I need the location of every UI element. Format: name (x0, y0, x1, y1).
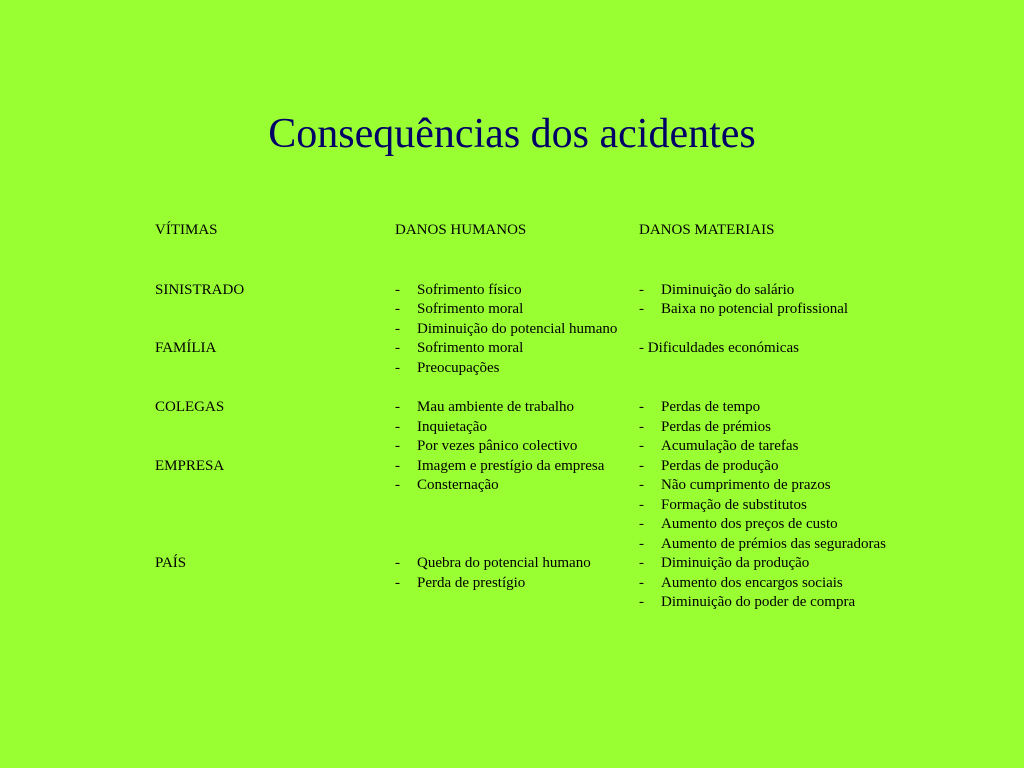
row-spacer (155, 378, 895, 398)
bullet-dash: - (639, 418, 644, 435)
list-item: - Sofrimento moral (395, 339, 639, 359)
list-item: - Diminuição do poder de compra (639, 593, 895, 613)
victim-label: PAÍS (155, 555, 187, 571)
bullet-dash: - (639, 516, 644, 532)
list-item: - Formação de substitutos (639, 496, 895, 516)
bullet-dash: - (639, 555, 644, 571)
bullet-dash: - (395, 320, 400, 337)
table-row (155, 457, 895, 555)
list-item: - Mau ambiente de trabalho (395, 398, 639, 418)
list-item: - Preocupações (395, 359, 639, 379)
list-item: - Aumento dos preços de custo (639, 515, 895, 535)
human-damage-list (395, 398, 639, 457)
bullet-dash: - (395, 438, 400, 454)
bullet-dash: - (639, 477, 644, 493)
list-item: - Imagem e prestígio da empresa (395, 457, 639, 477)
list-item: - Perda de prestígio (395, 574, 639, 594)
slide-title: Consequências dos acidentes (268, 111, 756, 157)
bullet-dash: - (395, 281, 400, 298)
victim-label: SINISTRADO (155, 281, 245, 298)
list-item: - Perdas de prémios (639, 418, 895, 438)
list-item: - Aumento dos encargos sociais (639, 574, 895, 594)
bullet-dash: - (639, 399, 644, 415)
material-damage-list (639, 457, 895, 555)
table-row (155, 398, 895, 457)
material-damage-list (639, 281, 895, 320)
human-damage-list (395, 281, 639, 340)
bullet-dash: - (639, 594, 644, 610)
list-item: - Perdas de tempo (639, 398, 895, 418)
bullet-dash: - (395, 555, 400, 571)
header-danos-humanos: DANOS HUMANOS (395, 222, 527, 238)
bullet-dash: - (639, 496, 644, 513)
list-item: - Diminuição da produção (639, 554, 895, 574)
list-item: - Acumulação de tarefas (639, 437, 895, 457)
list-item: - Diminuição do potencial humano (395, 320, 639, 340)
list-item: - Baixa no potencial profissional (639, 300, 895, 320)
bullet-dash: - (395, 301, 400, 317)
material-damage-list (639, 398, 895, 457)
bullet-dash: - (395, 574, 400, 591)
list-item: - Aumento de prémios das seguradoras (639, 535, 895, 555)
material-damage-text: - Dificuldades económicas (639, 340, 799, 356)
list-item: - Inquietação (395, 418, 639, 438)
bullet-dash: - (639, 438, 644, 454)
bullet-dash: - (395, 340, 400, 356)
list-item: - Quebra do potencial humano (395, 554, 639, 574)
victim-label: EMPRESA (155, 457, 225, 474)
human-damage-list (395, 457, 639, 496)
bullet-dash: - (639, 457, 644, 474)
table-row (155, 554, 895, 613)
bullet-dash: - (395, 359, 400, 376)
header-danos-materiais: DANOS MATERIAIS (639, 222, 775, 238)
material-damage-list (639, 554, 895, 613)
victim-label: FAMÍLIA (155, 340, 217, 356)
table-row (155, 339, 895, 378)
bullet-dash: - (395, 477, 400, 493)
list-item: - Por vezes pânico colectivo (395, 437, 639, 457)
bullet-dash: - (395, 399, 400, 415)
victim-label: COLEGAS (155, 399, 225, 415)
list-item: - Perdas de produção (639, 457, 895, 477)
table-header-row (155, 221, 895, 241)
list-item: - Não cumprimento de prazos (639, 476, 895, 496)
human-damage-list (395, 339, 639, 378)
consequences-table (155, 221, 895, 613)
list-item: - Sofrimento moral (395, 300, 639, 320)
bullet-dash: - (395, 457, 400, 474)
list-item: - Consternação (395, 476, 639, 496)
bullet-dash: - (395, 418, 400, 435)
human-damage-list (395, 554, 639, 593)
bullet-dash: - (639, 301, 644, 317)
bullet-dash: - (639, 574, 644, 591)
header-vitimas: VÍTIMAS (155, 222, 218, 238)
bullet-dash: - (639, 535, 644, 552)
list-item: - Diminuição do salário (639, 281, 895, 301)
list-item: - Sofrimento físico (395, 281, 639, 301)
bullet-dash: - (639, 281, 644, 298)
table-row (155, 281, 895, 340)
